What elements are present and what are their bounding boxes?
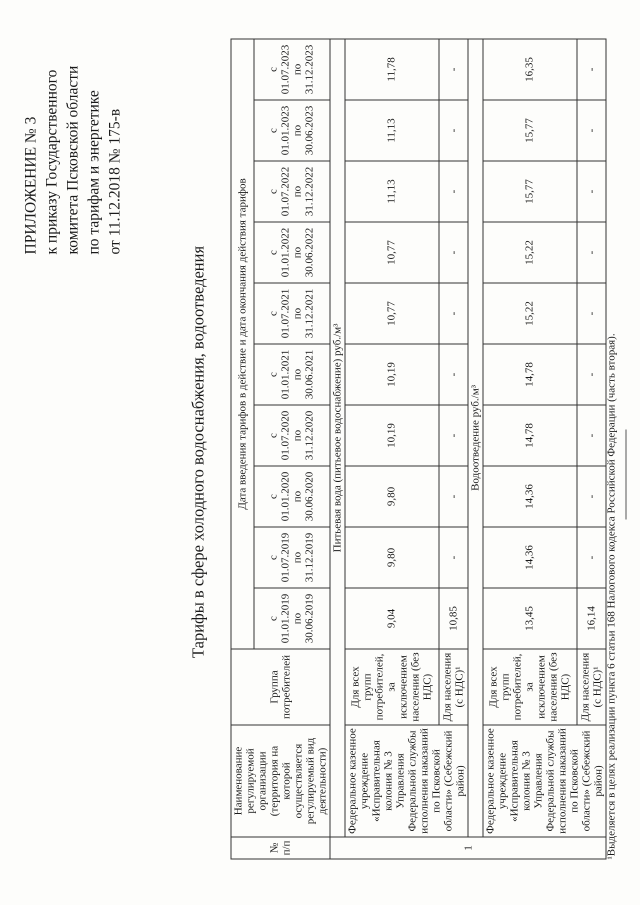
tariff-value: -	[577, 344, 606, 405]
period-d2: 31.12.2019	[303, 532, 316, 583]
tariff-value: -	[577, 39, 606, 100]
consumer-group: Для всех групп потребителей, за исключением населения (без НДС)	[483, 649, 577, 725]
period-d2: 30.06.2023	[303, 105, 316, 156]
period-header	[254, 39, 331, 100]
tariff-value: -	[577, 100, 606, 161]
footnote-divider	[626, 430, 627, 520]
tariff-value: 14,78	[483, 344, 577, 405]
period-d1: 01.01.2023	[279, 105, 292, 156]
period-from: с	[267, 250, 280, 255]
period-to: по	[291, 429, 304, 442]
tariff-value: 10,77	[345, 222, 439, 283]
period-d1: 01.01.2022	[279, 227, 292, 278]
appendix-header	[21, 15, 126, 255]
period-d1: 01.01.2019	[279, 593, 292, 644]
period-from: с	[267, 128, 280, 133]
period-from: с	[267, 189, 280, 194]
period-to: по	[291, 124, 304, 137]
tariff-value: 14,36	[483, 527, 577, 588]
organization-name: Федеральное казенное учреждение «Исправительная колония № 3 Управления Федеральной службы исполнения наказаний по Псковской области» (Себежский район)	[345, 725, 468, 837]
col-header-dates: Дата введения тарифов в действие и дата окончания действия тарифов	[231, 39, 254, 649]
tariff-value: -	[439, 344, 468, 405]
tariff-value: -	[577, 527, 606, 588]
period-header	[254, 161, 331, 222]
row-number: 1	[330, 837, 606, 859]
period-d2: 31.12.2021	[303, 288, 316, 339]
tariff-value: 11,13	[345, 161, 439, 222]
period-header	[254, 344, 331, 405]
table-row	[345, 39, 439, 859]
tariff-value: -	[439, 466, 468, 527]
section-title: Водоотведение руб./м³	[468, 39, 483, 837]
document-title: Тарифы в сфере холодного водоснабжения, водоотведения	[188, 245, 208, 659]
tariff-value: -	[577, 222, 606, 283]
rotated-document	[1, 0, 640, 905]
period-d2: 30.06.2022	[303, 227, 316, 278]
period-d2: 30.06.2021	[303, 349, 316, 400]
appendix-date: от 11.12.2018 № 175-в	[106, 108, 124, 255]
appendix-ref-line: комитета Псковской области	[64, 65, 82, 255]
tariff-value: 11,13	[345, 100, 439, 161]
section-row	[330, 39, 345, 859]
period-header	[254, 588, 331, 649]
period-header	[254, 466, 331, 527]
col-header-number: № п/п	[231, 837, 330, 859]
organization-name: Федеральное казенное учреждение «Исправительная колония № 3 Управления Федеральной службы исполнения наказаний по Псковской области» (Себежский район)	[483, 725, 606, 837]
period-d1: 01.07.2020	[279, 410, 292, 461]
tariff-value: -	[577, 161, 606, 222]
period-d1: 01.01.2020	[279, 471, 292, 522]
tariff-value: 10,19	[345, 405, 439, 466]
appendix-number: ПРИЛОЖЕНИЕ № 3	[22, 116, 40, 255]
tariff-value: 15,22	[483, 222, 577, 283]
tariff-value: -	[439, 222, 468, 283]
tariff-value: 16,35	[483, 39, 577, 100]
period-from: с	[267, 494, 280, 499]
period-to: по	[291, 551, 304, 564]
appendix-ref-line: по тарифам и энергетике	[85, 90, 103, 255]
period-header	[254, 100, 331, 161]
period-to: по	[291, 63, 304, 76]
tariff-value: -	[439, 39, 468, 100]
tariff-value: -	[439, 161, 468, 222]
section-row	[468, 39, 483, 859]
period-header	[254, 283, 331, 344]
tariff-value: 9,80	[345, 527, 439, 588]
table-body	[330, 39, 606, 859]
tariff-value: -	[577, 466, 606, 527]
period-d1: 01.07.2023	[279, 44, 292, 95]
tariff-value: 16,14	[577, 588, 606, 649]
col-header-consumer-group: Группа потребителей	[231, 649, 330, 725]
tariff-value: 9,80	[345, 466, 439, 527]
tariff-value: 10,77	[345, 283, 439, 344]
tariff-value: 14,78	[483, 405, 577, 466]
period-d1: 01.07.2019	[279, 532, 292, 583]
tariff-value: 15,77	[483, 100, 577, 161]
period-d1: 01.07.2022	[279, 166, 292, 217]
period-from: с	[267, 616, 280, 621]
period-from: с	[267, 555, 280, 560]
period-to: по	[291, 246, 304, 259]
tariff-value: -	[439, 405, 468, 466]
tariff-value: 10,19	[345, 344, 439, 405]
tariff-value: 9,04	[345, 588, 439, 649]
period-header	[254, 527, 331, 588]
consumer-group: Для населения (с НДС)¹	[577, 649, 606, 725]
col-header-organization: Наименование регулируемой организации (территория на которой осуществляется регулируемый вид деятельности)	[231, 725, 330, 837]
period-header	[254, 405, 331, 466]
tariff-value: 13,45	[483, 588, 577, 649]
tariff-value: 14,36	[483, 466, 577, 527]
table-row	[483, 39, 577, 859]
period-from: с	[267, 311, 280, 316]
period-from: с	[267, 433, 280, 438]
period-d2: 31.12.2023	[303, 44, 316, 95]
tariff-value: -	[439, 527, 468, 588]
tariff-value: -	[577, 405, 606, 466]
period-to: по	[291, 368, 304, 381]
tariff-value: -	[439, 100, 468, 161]
period-to: по	[291, 490, 304, 503]
period-to: по	[291, 307, 304, 320]
consumer-group: Для всех групп потребителей, за исключением населения (без НДС)	[345, 649, 439, 725]
period-d2: 31.12.2020	[303, 410, 316, 461]
tariff-value: 11,78	[345, 39, 439, 100]
tariff-value: 10,85	[439, 588, 468, 649]
tariff-table	[231, 38, 607, 859]
tariff-value: 15,77	[483, 161, 577, 222]
period-d1: 01.07.2021	[279, 288, 292, 339]
period-d2: 30.06.2019	[303, 593, 316, 644]
tariff-value: -	[577, 283, 606, 344]
period-d2: 31.12.2022	[303, 166, 316, 217]
period-to: по	[291, 612, 304, 625]
consumer-group: Для населения (с НДС)¹	[439, 649, 468, 725]
period-to: по	[291, 185, 304, 198]
footnote: ¹Выделяется в целях реализации пункта 6 статьи 168 Налогового кодекса Российской Федерации (часть вторая).	[605, 333, 618, 860]
period-d1: 01.01.2021	[279, 349, 292, 400]
period-from: с	[267, 67, 280, 72]
appendix-ref-line: к приказу Государственного	[43, 69, 61, 255]
table-header-row	[231, 39, 254, 859]
period-header	[254, 222, 331, 283]
tariff-value: 15,22	[483, 283, 577, 344]
period-d2: 30.06.2020	[303, 471, 316, 522]
period-from: с	[267, 372, 280, 377]
section-title: Питьевая вода (питьевое водоснабжение) руб./м³	[330, 39, 345, 837]
tariff-value: -	[439, 283, 468, 344]
